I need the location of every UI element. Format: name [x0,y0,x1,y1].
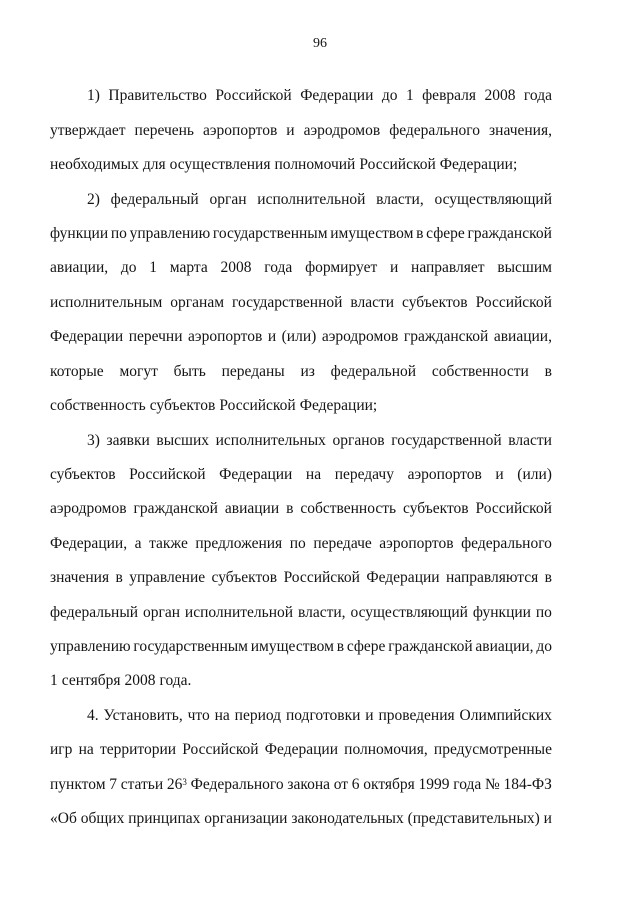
text-word: на [78,741,94,758]
text-word: общих [80,810,125,827]
text-word: Российской [219,397,296,414]
text-word: по [110,225,127,242]
text-word: года [523,87,552,104]
text-word: сентября [61,672,121,689]
text-word: аэродромов [303,122,381,139]
text-line [50,637,552,657]
text-word: авиации, [50,259,109,276]
text-word: до [120,259,137,276]
text-word: собственности [431,363,529,380]
text-word: управлению [129,225,211,242]
text-word: федерального [389,122,481,139]
text-word: до [381,87,398,104]
text-word: перечень [134,122,194,139]
text-word: 1 [405,87,414,104]
text-word: и [286,122,295,139]
text-word: до [536,638,552,655]
text-word: организации [204,810,288,827]
text-word: субъектов [211,569,278,586]
text-line [50,740,552,760]
text-word: субъектов [402,294,468,311]
text-line [50,809,552,829]
text-word: аэродромов [321,328,399,345]
text-word [167,775,187,795]
text-word: субъектов [403,500,469,517]
text-word: Федерации [50,328,124,345]
text-word: а [134,535,142,552]
text-word: аэропортов [407,466,482,483]
text-line [50,396,390,416]
text-word: предложения [195,535,283,552]
text-word: собственность [300,500,397,517]
text-word: функции [50,225,109,242]
text-word: года. [159,672,192,689]
text-word: высших [156,432,210,449]
text-word: игр [50,741,73,758]
text-word: сфере [346,638,386,655]
text-word: аэропортов [188,328,263,345]
text-word: государственной [391,432,502,449]
text-word: необходимых [50,156,139,173]
text-word: 7 [109,776,117,793]
text-word: в [544,569,552,586]
text-word: направляются [446,569,539,586]
text-word: года [264,259,293,276]
text-word: проведения [378,707,455,724]
text-word: года [453,776,482,793]
text-word: закона [287,776,331,793]
text-word: значения [50,569,110,586]
text-word: федеральной [330,363,417,380]
text-line [50,293,552,313]
text-word: Федерального [190,776,284,793]
text-word: 1 [50,672,58,689]
text-word: передаче [313,535,372,552]
text-word: из [300,363,315,380]
text-word: на [305,466,322,483]
text-word: собственность [50,397,146,414]
text-word: Российской [475,294,552,311]
text-word: исполнительной [184,604,294,621]
text-line [87,706,552,726]
text-word: Федерации; [439,156,518,173]
text-word: исполнительной [257,191,366,208]
text-word: (или) [281,328,317,345]
text-word: власти, [297,604,346,621]
text-line [50,155,518,175]
text-word: и [543,810,552,827]
text-word: авиации [224,500,280,517]
text-word: сфере [426,225,465,242]
text-word: осуществляющий [434,191,552,208]
text-word: имуществом [330,225,414,242]
text-word: которые [50,363,104,380]
text-word: по [535,604,552,621]
text-word: законодательных [291,810,404,827]
text-word: и [389,259,399,276]
text-word: территории [99,741,177,758]
text-word: что [187,707,210,724]
text-word: управлению [50,638,131,655]
text-word: от [333,776,349,793]
text-word: в [416,225,424,242]
text-word: орган [142,604,181,621]
text-word: значения, [489,122,552,139]
text-word: государственной [231,294,343,311]
text-word: быть [173,363,206,380]
text-word: 184-ФЗ [503,776,552,793]
text-word: Федерации [300,87,374,104]
text-word: 2) [87,191,100,208]
text-word: гражданской [467,225,552,242]
text-word: 4. [87,707,99,724]
text-word: управление [129,569,206,586]
text-word: подготовки [285,707,361,724]
text-word: осуществляющий [350,604,468,621]
text-word: осуществления [169,156,271,173]
text-word: 1 [149,259,158,276]
text-word: Правительство [108,87,207,104]
text-word: февраля [422,87,477,104]
text-word: 3) [87,432,100,449]
text-word: 26 [166,776,183,793]
text-word: направляет [411,259,485,276]
text-word: полномочия, [344,741,428,758]
text-word: также [149,535,188,552]
text-word: принципах [128,810,201,827]
text-word: государственным [133,638,248,655]
text-word: и [267,328,277,345]
text-word: власти, [376,191,424,208]
text-line [50,327,552,347]
text-word: № [485,776,500,793]
text-word: субъектов [149,397,216,414]
text-word: в [115,569,123,586]
superscript: 3 [182,777,187,787]
text-word: Российской [215,87,292,104]
text-word: формирует [305,259,378,276]
text-word: 2008 [484,87,516,104]
text-word: авиации, [475,638,534,655]
text-line [50,362,552,382]
page-number: 96 [313,36,327,51]
text-word: полномочий [274,156,356,173]
text-word: перечни [128,328,183,345]
text-word: 1) [87,87,100,104]
text-word: Российской [182,741,259,758]
text-word: «Об [50,810,77,827]
text-line [50,534,552,554]
text-word: аэропортов [379,535,454,552]
text-word: (или) [517,466,552,483]
text-word: гражданской [133,500,218,517]
text-word: Российской [475,500,552,517]
text-word: Установить, [103,707,183,724]
text-word: федеральный [110,191,199,208]
text-line [50,671,240,691]
text-word: исполнительных [215,432,326,449]
text-word: высшим [497,259,552,276]
text-word: Федерации; [299,397,378,414]
text-word: власти [508,432,552,449]
text-word: имуществом [250,638,334,655]
text-word: 6 [351,776,360,793]
text-word: период [234,707,282,724]
text-word: пунктом [50,776,106,793]
text-word: передачу [334,466,394,483]
text-word: для [142,156,166,173]
text-word: гражданской [403,328,489,345]
text-word: Федерации [264,741,338,758]
text-word: Федерации [366,569,440,586]
text-word: авиации, [493,328,552,345]
text-word: государственным [212,225,328,242]
text-line [50,499,552,519]
text-word: Федерации, [50,535,128,552]
text-line [50,775,552,795]
text-word: и [365,707,374,724]
text-word: органов [332,432,385,449]
text-word: субъектов [50,466,116,483]
text-word: Олимпийских [459,707,552,724]
text-word: Федерации [219,466,293,483]
text-word: утверждает [50,122,126,139]
text-line [50,224,552,244]
text-word: предусмотренные [433,741,552,758]
text-word: могут [119,363,158,380]
text-word: и [495,466,504,483]
text-word: Российской [129,466,206,483]
text-word: исполнительным [50,294,163,311]
text-line [50,258,552,278]
text-word: аэродромов [50,500,127,517]
text-word: 2008 [124,672,156,689]
text-word: в [336,638,345,655]
text-word: в [544,363,552,380]
text-word: на [214,707,230,724]
text-line [87,431,552,451]
text-line [50,121,552,141]
text-word: Российской [283,569,360,586]
text-word: федерального [461,535,552,552]
text-word: функции [472,604,531,621]
text-word: 2008 [220,259,252,276]
text-word: аэропортов [203,122,278,139]
text-word: Российской [359,156,436,173]
text-word: гражданской [388,638,473,655]
text-word: октября [363,776,415,793]
text-word: по [289,535,306,552]
text-word: федеральный [50,604,139,621]
text-word: статьи [120,776,164,793]
text-line [87,190,552,210]
text-word: органам [170,294,225,311]
text-line [50,465,552,485]
text-line [50,568,552,588]
text-word: (представительных) [407,810,540,827]
text-word: власти [350,294,395,311]
text-word: орган [209,191,247,208]
text-word: марта [169,259,208,276]
text-word: переданы [221,363,285,380]
text-word: 1999 [418,776,450,793]
text-line [87,86,552,106]
text-line [50,603,552,623]
text-word: заявки [106,432,150,449]
text-word: в [286,500,294,517]
